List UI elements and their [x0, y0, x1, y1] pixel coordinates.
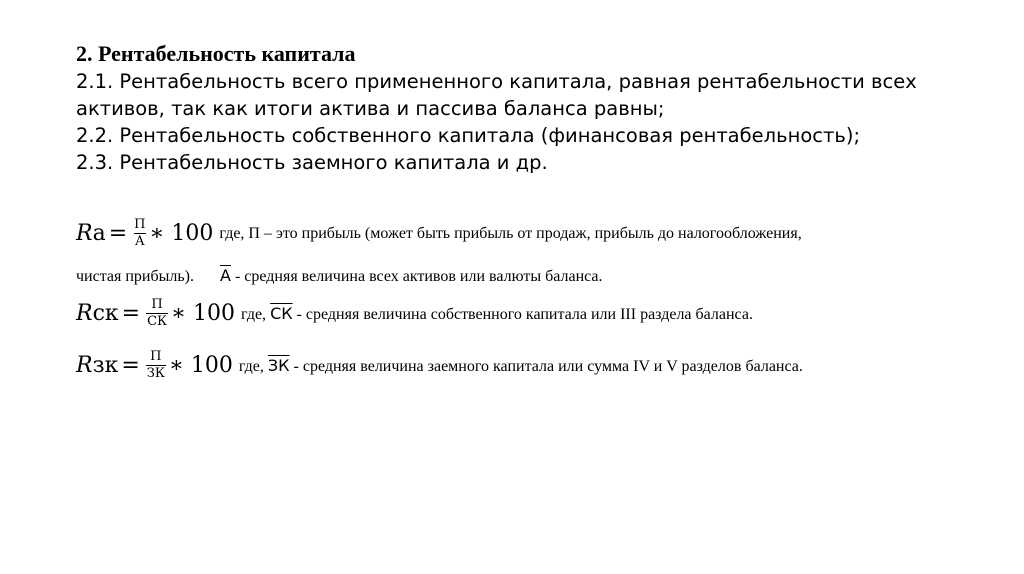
formula-variable: R — [76, 221, 93, 246]
description-suffix: - средняя величина заемного капитала или сумма IV и V разделов баланса. — [289, 357, 803, 375]
description-prefix: где, — [241, 305, 267, 323]
debt-symbol: ЗК — [267, 355, 290, 375]
denominator-symbol: А — [134, 234, 145, 249]
text-block — [76, 40, 976, 176]
denominator-symbol: СК — [147, 314, 168, 329]
formula-subscript: а — [92, 221, 106, 246]
formula-rsk — [76, 298, 753, 329]
description-suffix: - средняя величина собственного капитала или III раздела баланса. — [292, 305, 753, 323]
formula-ra — [76, 218, 802, 249]
equity-symbol: СК — [270, 303, 293, 323]
average-assets-symbol: А — [219, 266, 231, 285]
formula-ra-description-line2 — [76, 266, 603, 286]
list-item: 2.3. Рентабельность заемного капитала и др. — [76, 151, 548, 174]
multiplier: ∗ 100 — [171, 301, 236, 326]
formula-rzk-description — [239, 356, 803, 376]
description-suffix: - средняя величина всех активов или валюты баланса. — [230, 268, 603, 285]
formula-subscript: ск — [92, 301, 119, 326]
denominator-symbol: ЗК — [146, 366, 165, 381]
fraction — [146, 298, 168, 329]
fraction-denominator — [146, 313, 168, 329]
description-prefix: чистая прибыль). — [76, 268, 194, 285]
formula-ra-expression — [76, 218, 213, 249]
fraction-denominator — [134, 233, 146, 249]
fraction-numerator: П — [134, 217, 146, 232]
list-item: 2.1. Рентабельность всего примененного капитала, равная рентабельности всех — [76, 70, 917, 93]
fraction — [146, 350, 166, 381]
formula-rzk — [76, 350, 803, 381]
formula-rsk-description — [241, 304, 753, 324]
formula-rzk-expression — [76, 350, 233, 381]
formula-ra-description: где, П – это прибыль (может быть прибыль от продаж, прибыль до налогообложения, — [219, 224, 802, 242]
formula-variable: R — [76, 353, 93, 378]
multiplier: ∗ 100 — [149, 221, 214, 246]
equals-sign: = — [121, 301, 141, 326]
fraction — [133, 218, 146, 249]
formula-subscript: зк — [92, 353, 119, 378]
formula-rsk-expression — [76, 298, 235, 329]
description-prefix: где, — [238, 357, 264, 375]
equals-sign: = — [121, 353, 140, 378]
multiplier: ∗ 100 — [168, 353, 233, 378]
list-item: активов, так как итоги актива и пассива баланса равны; — [76, 97, 665, 120]
section-title: 2. Рентабельность капитала — [76, 41, 356, 66]
fraction-numerator: П — [151, 297, 163, 312]
list-item: 2.2. Рентабельность собственного капитала (финансовая рентабельность); — [76, 124, 861, 147]
fraction-numerator: П — [150, 349, 162, 364]
equals-sign: = — [108, 221, 128, 246]
fraction-denominator — [146, 365, 166, 381]
formula-variable: R — [76, 301, 93, 326]
